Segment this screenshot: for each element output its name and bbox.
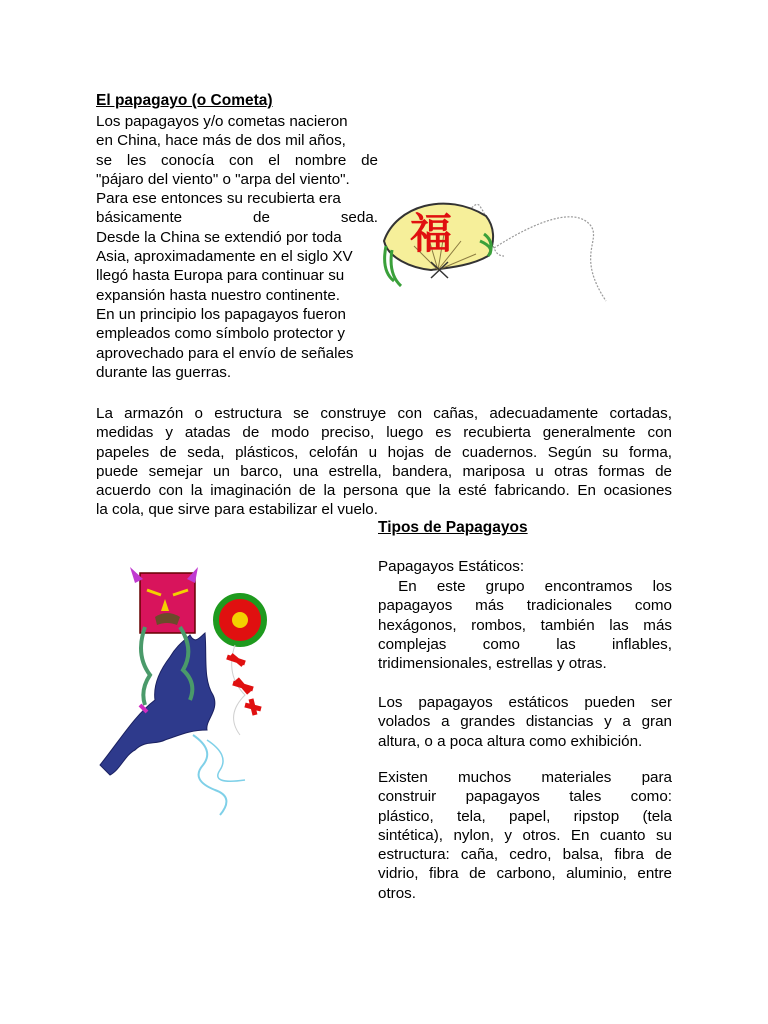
text-line: tridimensionales, estrellas y otras. [378, 655, 607, 673]
text-line: La armazón o estructura se construye con cañas, adecuadamente cortadas, [96, 405, 672, 422]
text-line: papagayos más tradicionales como [378, 597, 672, 615]
text-line: puede semejar un barco, una estrella, bandera, mariposa u otras formas de [96, 462, 672, 480]
text-line: llegó hasta Europa para continuar su [96, 267, 345, 285]
text-line: En este grupo encontramos los [378, 578, 672, 595]
text-line: Existen muchos materiales para [378, 769, 672, 786]
text-line: volados a grandes distancias y a gran [378, 713, 672, 731]
text-line: Asia, aproximadamente en el siglo XV [96, 248, 353, 266]
text-line: construir papagayos tales como: [378, 788, 672, 806]
text-line: papeles de seda, plásticos, celofán u hojas de cuadernos. Según su forma, [96, 443, 672, 461]
text-line: En un principio los papagayos fueron [96, 305, 346, 323]
text-line: aprovechado para el envío de señales [96, 344, 354, 362]
text-line: complejas como las inflables, [378, 635, 672, 653]
text-line: "pájaro del viento" o "arpa del viento". [96, 170, 350, 188]
bat-mask-kite-illustration [95, 565, 295, 825]
text-line: Para ese entonces su recubierta era [96, 190, 341, 208]
text-line: básicamente de seda. [96, 209, 378, 227]
intro-paragraph [96, 112, 378, 382]
fan-kite-glyph: 福 [410, 209, 453, 258]
structure-paragraph [96, 404, 672, 520]
text-line: altura, o a poca altura como exhibición. [378, 732, 643, 750]
materials-paragraph [378, 768, 672, 903]
fan-kite-illustration [376, 186, 616, 316]
text-line: hexágonos, rombos, también las más [378, 616, 672, 634]
text-line: durante las guerras. [96, 363, 232, 381]
text-line: acuerdo con la imaginación de la persona que la esté fabricando. En ocasiones [96, 482, 672, 500]
types-title: Tipos de Papagayos [378, 519, 528, 536]
text-line: Los papagayos estáticos pueden ser [378, 694, 672, 711]
text-line: sintética), nylon, y otros. En cuanto su [378, 826, 672, 844]
static-paragraph [378, 577, 672, 673]
text-line: plástico, tela, papel, ripstop (tela [378, 807, 672, 825]
text-line: expansión hasta nuestro continente. [96, 286, 341, 304]
text-line: empleados como símbolo protector y [96, 325, 346, 343]
text-line: estructura: caña, cedro, balsa, fibra de [378, 846, 672, 864]
text-line: medidas y atadas de modo preciso, luego es recubierta generalmente con [96, 424, 672, 442]
static-heading: Papagayos Estáticos: [378, 558, 525, 575]
text-line: en China, hace más de dos mil años, [96, 132, 346, 150]
text-line: Desde la China se extendió por toda [96, 228, 342, 246]
text-line: la cola, que sirve para estabilizar el vuelo. [96, 501, 378, 519]
text-line: otros. [378, 884, 416, 902]
page-title: El papagayo (o Cometa) [96, 92, 273, 109]
text-line: vidrio, fibra de carbono, aluminio, entre [378, 865, 672, 883]
distance-paragraph [378, 693, 672, 751]
text-line: Los papagayos y/o cometas nacieron [96, 113, 348, 130]
text-line: se les conocía con el nombre de [96, 151, 378, 169]
